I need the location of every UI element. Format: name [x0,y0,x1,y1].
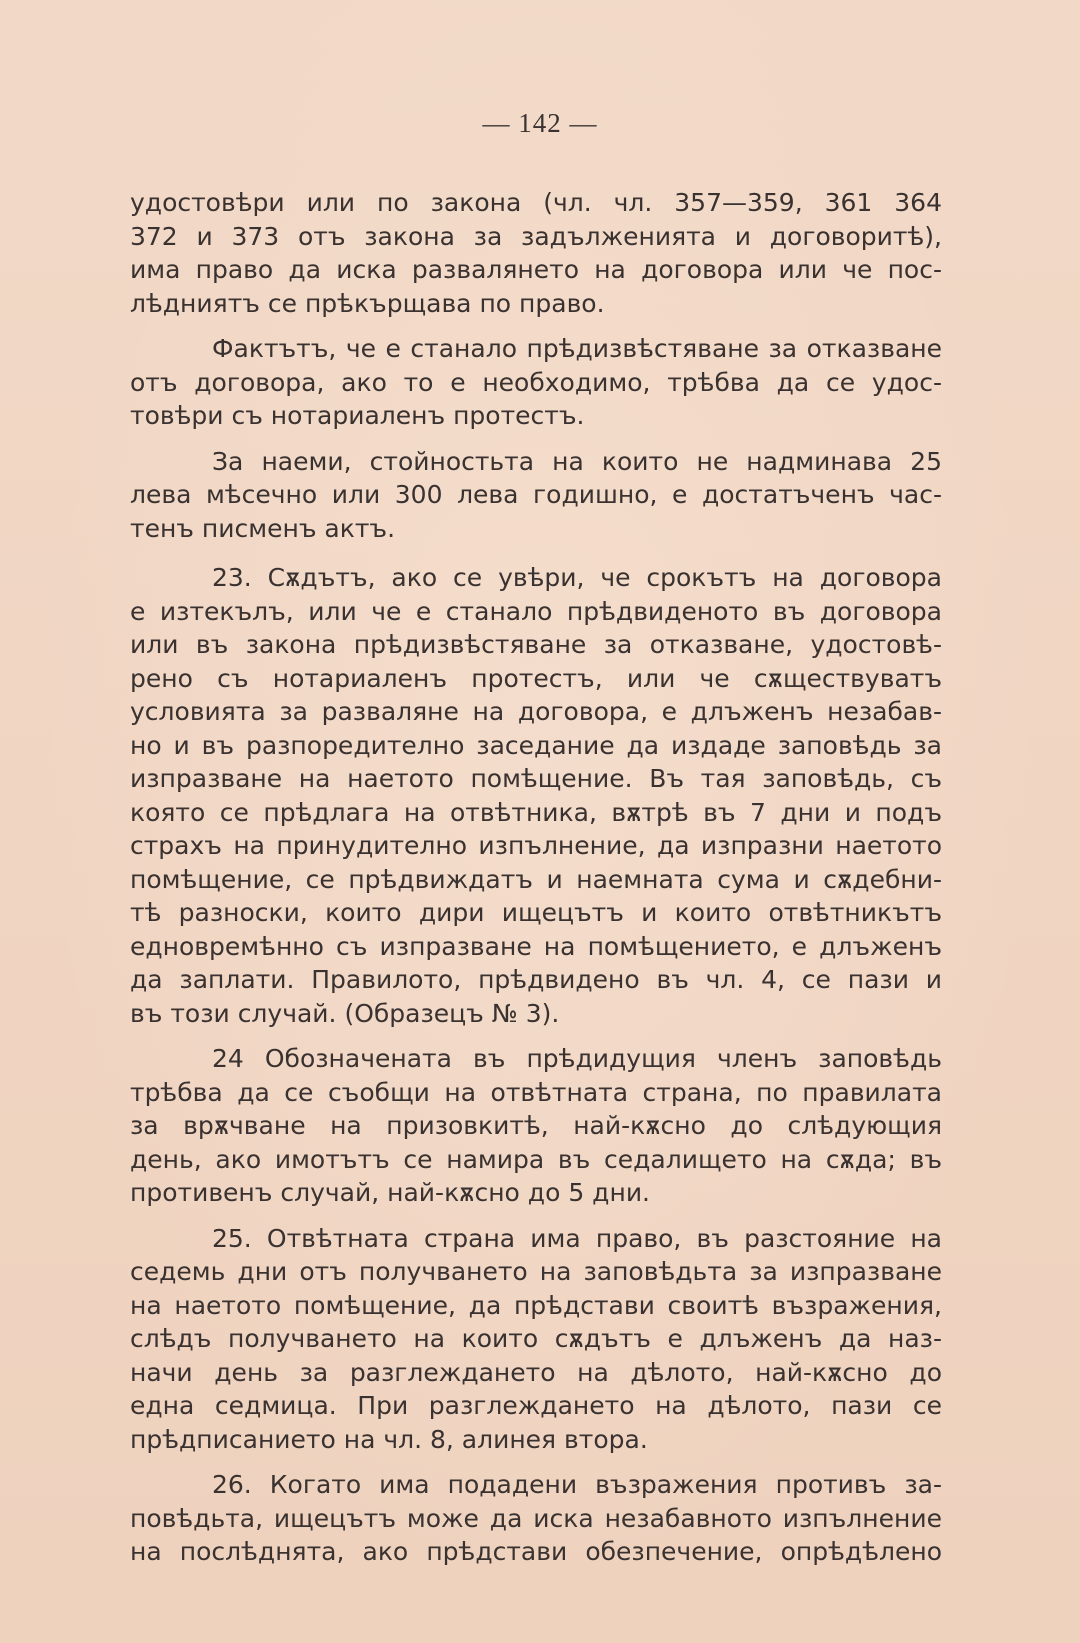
text-line: начи день за разглеждането на дѣлото, най-кѫсно до [130,1357,942,1387]
text-line: има право да иска развалянето на договора или че пос- [130,255,942,284]
text-line: въ този случай. (Образецъ № 3). [130,998,560,1028]
page-number: — 142 — [482,108,598,138]
text-line: страхъ на принудително изпълнение, да изпразни наетото [130,831,942,860]
text-line: лева мѣсечно или 300 лева годишно, е достатъченъ час- [130,480,942,509]
text-line: да заплати. Правилото, прѣдвидено въ чл. 4, се пази и [130,965,942,994]
text-line: день, ако имотътъ се намира въ седалището на сѫда; въ [130,1144,942,1174]
text-line: на наетото помѣщение, да прѣдстави своитѣ възражения, [130,1290,942,1320]
text-line: на послѣднята, ако прѣдстави обезпечение, опрѣдѣлено [130,1537,942,1566]
text-line: противенъ случай, най-кѫсно до 5 дни. [130,1178,651,1207]
text-line: една седмица. При разглеждането на дѣлото, пази се [130,1391,942,1420]
text-line: повѣдьта, ищецътъ може да иска незабавното изпълнение [130,1503,942,1533]
paragraph-article-24 [130,1042,942,1210]
text-line: рено съ нотариаленъ протестъ, или че сѫществуватъ [130,663,942,693]
paragraph-article-23 [130,561,942,1030]
text-line: 23. Сѫдътъ, ако се увѣри, че срокътъ на договора [212,563,942,592]
text-line: условията за разваляне на договора, е длъженъ незабав- [130,697,942,726]
text-line: 26. Когато има подадени възражения противъ за- [212,1470,942,1499]
text-line: помѣщение, се прѣдвиждатъ и наемната сума и сѫдебни- [130,864,942,894]
text-line: товѣри съ нотариаленъ протестъ. [130,401,585,430]
text-line: изпразване на наетото помѣщение. Въ тая заповѣдь, съ [130,764,942,793]
text-line: 372 и 373 отъ закона за задълженията и договоритѣ), [130,221,942,251]
paragraph-notice-fact [130,332,942,433]
text-line: 24 Обозначената въ прѣдидущия членъ заповѣдь [212,1044,942,1073]
paragraph-continuation [130,186,942,320]
text-line: тенъ писменъ актъ. [130,513,396,543]
text-line: тѣ разноски, които дири ищецътъ и които отвѣтникътъ [130,898,942,927]
text-line: е изтекълъ, или че е станало прѣдвиденото въ договора [130,596,942,626]
text-line: За наеми, стойностьта на които не надминава 25 [212,446,942,476]
paragraph-article-25 [130,1222,942,1457]
paragraph-small-rents [130,445,942,546]
text-line: за врѫчване на призовкитѣ, най-кѫсно до слѣдующия [130,1111,942,1140]
text-line: слѣдъ получването на които сѫдътъ е длъженъ да наз- [130,1324,942,1353]
text-line: прѣдписанието на чл. 8, алинея втора. [130,1424,648,1454]
text-line: която се прѣдлага на отвѣтника, вѫтрѣ въ 7 дни и подъ [130,797,942,827]
text-line: едновремѣнно съ изпразване на помѣщението, е длъженъ [130,931,942,961]
text-line: отъ договора, ако то е необходимо, трѣбва да се удос- [130,367,942,397]
text-line: седемь дни отъ получването на заповѣдьта за изпразване [130,1257,942,1286]
text-line: лѣдниятъ се прѣкърщава по право. [130,288,605,318]
text-line: 25. Отвѣтната страна има право, въ разстояние на [212,1223,942,1253]
text-line: но и въ разпоредително заседание да издаде заповѣдь за [130,730,942,760]
paragraph-article-26 [130,1468,942,1569]
text-line: удостовѣри или по закона (чл. чл. 357—359, 361 364 [130,188,942,217]
text-line: или въ закона прѣдизвѣстяване за отказване, удостовѣ- [130,630,942,659]
text-line: Фактътъ, че е станало прѣдизвѣстяване за отказване [212,334,942,363]
body-text [130,186,942,1569]
text-line: трѣбва да се съобщи на отвѣтната страна, по правилата [130,1077,942,1107]
